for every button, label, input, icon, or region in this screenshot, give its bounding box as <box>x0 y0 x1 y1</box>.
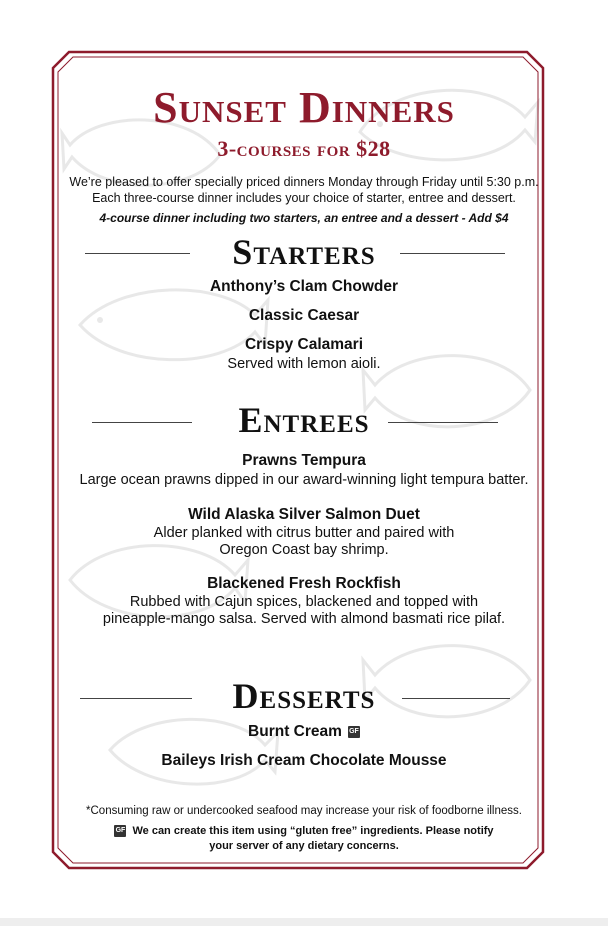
menu-item-name: Classic Caesar <box>248 307 360 324</box>
menu-item-desc: Oregon Coast bay shrimp. <box>219 542 389 558</box>
gluten-free-line <box>0 824 608 839</box>
menu-item-name: Wild Alaska Silver Salmon Duet <box>188 506 420 523</box>
menu-title: Sunset Dinners <box>153 83 455 132</box>
desserts-heading: Desserts <box>232 676 376 716</box>
intro-text <box>0 174 608 206</box>
menu-item-name: Burnt Cream <box>248 723 342 740</box>
gluten-free-line: your server of any dietary concerns. <box>209 840 399 852</box>
starters-heading: Starters <box>232 232 376 272</box>
seafood-disclaimer: *Consuming raw or undercooked seafood may increase your risk of foodborne illness. <box>86 805 522 817</box>
gluten-free-icon: GF <box>114 825 126 837</box>
menu-item-name: Crispy Calamari <box>244 336 364 353</box>
menu-item-name: Anthony’s Clam Chowder <box>209 278 399 295</box>
menu-item-name: Blackened Fresh Rockfish <box>207 575 401 592</box>
intro-line: Each three-course dinner includes your choice of starter, entree and dessert. <box>92 191 516 205</box>
menu-item-desc: pineapple-mango salsa. Served with almond basmati rice pilaf. <box>102 611 506 627</box>
page-bottom-strip <box>0 918 608 926</box>
menu-subtitle: 3-courses for $28 <box>217 136 391 161</box>
menu-item-desc: Alder planked with citrus butter and paired with <box>153 525 455 541</box>
gluten-free-icon: GF <box>348 726 360 738</box>
entrees-heading: Entrees <box>238 400 370 440</box>
menu-item-desc: Large ocean prawns dipped in our award-winning light tempura batter. <box>79 472 529 488</box>
menu-item-name: Prawns Tempura <box>242 452 366 469</box>
menu-item-desc: Rubbed with Cajun spices, blackened and topped with <box>129 594 479 610</box>
gluten-free-text: We can create this item using “gluten free” ingredients. Please notify <box>132 825 494 837</box>
menu-item-name: Baileys Irish Cream Chocolate Mousse <box>161 752 447 769</box>
intro-line: We’re pleased to offer specially priced dinners Monday through Friday until 5:30 p.m. <box>69 175 539 189</box>
intro-note: 4-course dinner including two starters, an entree and a dessert - Add $4 <box>99 211 509 225</box>
gluten-free-note <box>0 824 608 854</box>
menu-item-desc: Served with lemon aioli. <box>227 356 381 372</box>
menu-item-name-row <box>0 723 608 741</box>
